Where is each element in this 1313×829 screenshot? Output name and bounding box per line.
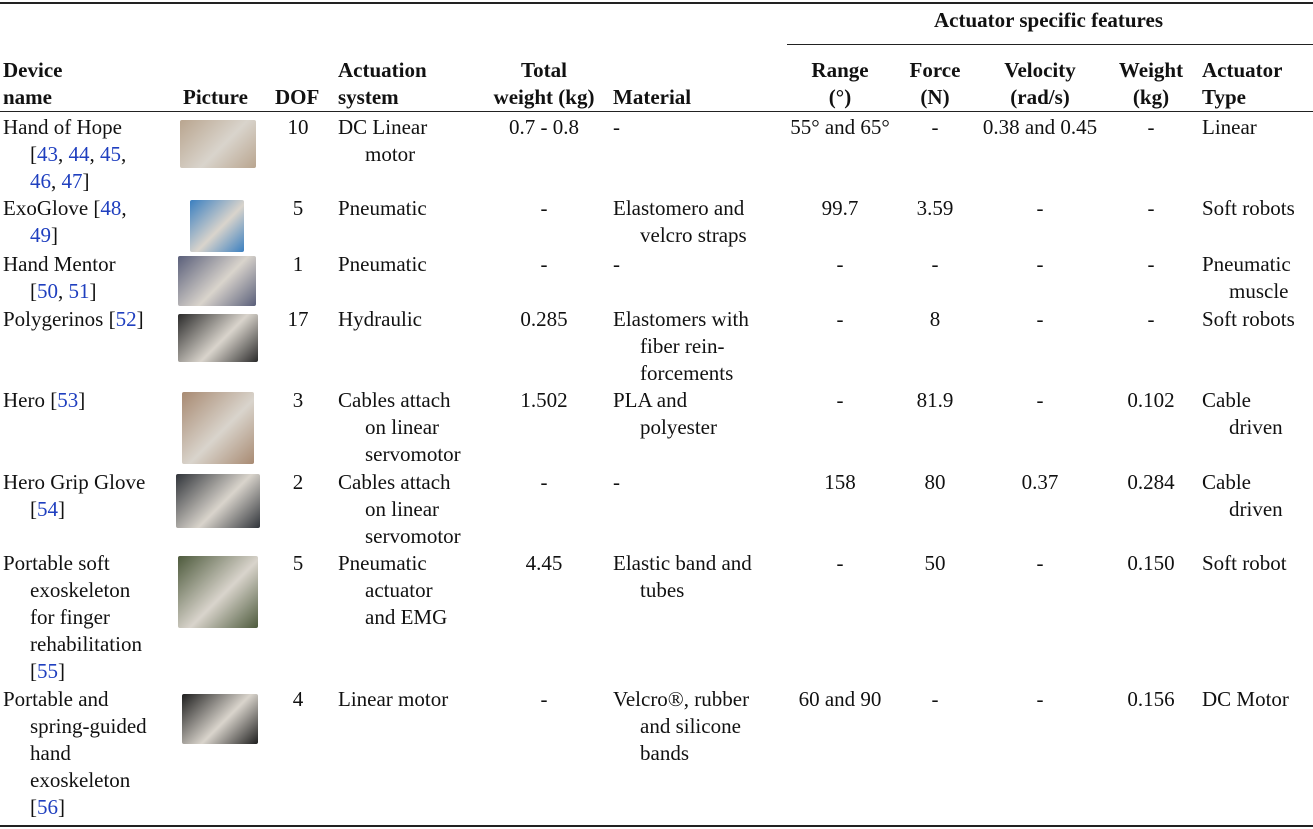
header-actuation-system: Actuation system bbox=[338, 58, 427, 109]
velocity-cell: - bbox=[1036, 307, 1044, 331]
range-cell: 99.7 bbox=[821, 196, 859, 220]
actuator-type-cell: Soft robots bbox=[1202, 307, 1295, 331]
device-picture bbox=[182, 694, 258, 744]
header-material: Material bbox=[613, 85, 692, 109]
header-range: Range (°) bbox=[811, 58, 869, 109]
total-weight-cell: - bbox=[540, 470, 548, 494]
device-name-cell: Portable and spring-guided hand exoskeleton [56] bbox=[3, 687, 147, 819]
citation-link[interactable]: 53 bbox=[57, 388, 79, 412]
actuator-type-cell: Pneumatic muscle bbox=[1202, 252, 1291, 303]
velocity-cell: - bbox=[1036, 388, 1044, 412]
velocity-cell: - bbox=[1036, 687, 1044, 711]
dof-cell: 5 bbox=[292, 551, 304, 575]
header-actuator-type: Actuator Type bbox=[1202, 58, 1283, 109]
table-top-rule bbox=[0, 2, 1313, 4]
weight-cell: - bbox=[1147, 196, 1155, 220]
device-picture bbox=[180, 120, 256, 168]
citation-link[interactable]: 52 bbox=[115, 307, 137, 331]
citation-link[interactable]: 47 bbox=[61, 169, 83, 193]
force-cell: - bbox=[931, 115, 939, 139]
actuator-type-cell: Soft robot bbox=[1202, 551, 1287, 575]
citation-link[interactable]: 48 bbox=[100, 196, 122, 220]
header-dof: DOF bbox=[275, 85, 320, 109]
device-picture bbox=[178, 256, 256, 306]
range-cell: - bbox=[836, 388, 844, 412]
material-cell: PLA and polyester bbox=[613, 388, 717, 439]
velocity-cell: - bbox=[1036, 551, 1044, 575]
dof-cell: 17 bbox=[287, 307, 309, 331]
citation-link[interactable]: 46 bbox=[30, 169, 51, 193]
actuation-system-cell: Pneumatic bbox=[338, 252, 427, 276]
material-cell: - bbox=[613, 470, 620, 494]
device-picture bbox=[190, 200, 244, 252]
header-velocity: Velocity (rad/s) bbox=[1004, 58, 1076, 109]
material-cell: - bbox=[613, 252, 620, 276]
weight-cell: - bbox=[1147, 115, 1155, 139]
velocity-cell: 0.38 and 0.45 bbox=[982, 115, 1098, 139]
range-cell: 60 and 90 bbox=[798, 687, 882, 711]
weight-cell: - bbox=[1147, 307, 1155, 331]
force-cell: - bbox=[931, 252, 939, 276]
actuation-system-cell: Hydraulic bbox=[338, 307, 422, 331]
actuation-system-cell: Pneumatic bbox=[338, 196, 427, 220]
device-picture bbox=[178, 314, 258, 362]
device-name-cell: Polygerinos [52] bbox=[3, 307, 144, 331]
device-picture bbox=[182, 392, 254, 464]
dof-cell: 10 bbox=[287, 115, 309, 139]
force-cell: 80 bbox=[924, 470, 946, 494]
actuator-type-cell: Cable driven bbox=[1202, 388, 1283, 439]
header-force: Force (N) bbox=[909, 58, 961, 109]
force-cell: 3.59 bbox=[916, 196, 954, 220]
range-cell: - bbox=[836, 252, 844, 276]
actuation-system-cell: Cables attach on linear servomotor bbox=[338, 388, 461, 466]
citation-link[interactable]: 49 bbox=[30, 223, 51, 247]
velocity-cell: 0.37 bbox=[1021, 470, 1059, 494]
velocity-cell: - bbox=[1036, 196, 1044, 220]
actuator-type-cell: Linear bbox=[1202, 115, 1257, 139]
device-name-cell: Hand Mentor [50, 51] bbox=[3, 252, 116, 303]
device-name-cell: Hand of Hope [43, 44, 45, 46, 47] bbox=[3, 115, 127, 193]
force-cell: 8 bbox=[929, 307, 941, 331]
citation-link[interactable]: 54 bbox=[37, 497, 58, 521]
total-weight-cell: 4.45 bbox=[525, 551, 563, 575]
range-cell: - bbox=[836, 307, 844, 331]
table-bottom-rule bbox=[0, 825, 1313, 827]
total-weight-cell: - bbox=[540, 196, 548, 220]
device-name-cell: Portable soft exoskeleton for finger rehabilitation [55] bbox=[3, 551, 142, 683]
citation-link[interactable]: 45 bbox=[100, 142, 121, 166]
citation-link[interactable]: 43 bbox=[37, 142, 58, 166]
range-cell: - bbox=[836, 551, 844, 575]
header-rule bbox=[0, 111, 1313, 112]
header-device-name: Device name bbox=[3, 58, 63, 109]
citation-link[interactable]: 51 bbox=[68, 279, 90, 303]
citation-link[interactable]: 55 bbox=[37, 659, 58, 683]
dof-cell: 5 bbox=[292, 196, 304, 220]
force-cell: 81.9 bbox=[916, 388, 954, 412]
material-cell: Elastomers with fiber rein- forcements bbox=[613, 307, 749, 385]
header-weight: Weight (kg) bbox=[1118, 58, 1184, 109]
actuation-system-cell: Pneumatic actuator and EMG bbox=[338, 551, 448, 629]
material-cell: Elastic band and tubes bbox=[613, 551, 752, 602]
weight-cell: 0.284 bbox=[1127, 470, 1175, 494]
citation-link[interactable]: 56 bbox=[37, 795, 58, 819]
actuation-system-cell: Cables attach on linear servomotor bbox=[338, 470, 461, 548]
actuator-type-cell: Cable driven bbox=[1202, 470, 1283, 521]
citation-link[interactable]: 50 bbox=[37, 279, 58, 303]
device-picture bbox=[176, 474, 260, 528]
material-cell: Velcro®, rubber and silicone bands bbox=[613, 687, 750, 765]
total-weight-cell: 0.7 - 0.8 bbox=[509, 115, 579, 139]
material-cell: Elastomero and velcro straps bbox=[613, 196, 747, 247]
range-cell: 158 bbox=[824, 470, 856, 494]
dof-cell: 3 bbox=[292, 388, 304, 412]
actuation-system-cell: Linear motor bbox=[338, 687, 449, 711]
total-weight-cell: 1.502 bbox=[520, 388, 568, 412]
device-picture bbox=[178, 556, 258, 628]
material-cell: - bbox=[613, 115, 620, 139]
header-total-weight: Total weight (kg) bbox=[493, 58, 595, 109]
dof-cell: 2 bbox=[292, 470, 304, 494]
device-name-cell: Hero Grip Glove [54] bbox=[3, 470, 146, 521]
group-header-rule bbox=[787, 44, 1313, 45]
header-group-actuator-features: Actuator specific features bbox=[934, 8, 1163, 32]
total-weight-cell: - bbox=[540, 687, 548, 711]
device-name-cell: ExoGlove [48, 49] bbox=[3, 196, 127, 247]
velocity-cell: - bbox=[1036, 252, 1044, 276]
weight-cell: 0.150 bbox=[1127, 551, 1175, 575]
actuator-type-cell: DC Motor bbox=[1202, 687, 1289, 711]
citation-link[interactable]: 44 bbox=[68, 142, 90, 166]
device-name-cell: Hero [53] bbox=[3, 388, 86, 412]
weight-cell: - bbox=[1147, 252, 1155, 276]
weight-cell: 0.156 bbox=[1127, 687, 1175, 711]
actuator-type-cell: Soft robots bbox=[1202, 196, 1295, 220]
force-cell: 50 bbox=[924, 551, 946, 575]
total-weight-cell: 0.285 bbox=[520, 307, 568, 331]
header-picture: Picture bbox=[183, 85, 248, 109]
actuation-system-cell: DC Linear motor bbox=[338, 115, 428, 166]
range-cell: 55° and 65° bbox=[790, 115, 890, 139]
dof-cell: 1 bbox=[292, 252, 304, 276]
dof-cell: 4 bbox=[292, 687, 304, 711]
weight-cell: 0.102 bbox=[1127, 388, 1175, 412]
force-cell: - bbox=[931, 687, 939, 711]
total-weight-cell: - bbox=[540, 252, 548, 276]
